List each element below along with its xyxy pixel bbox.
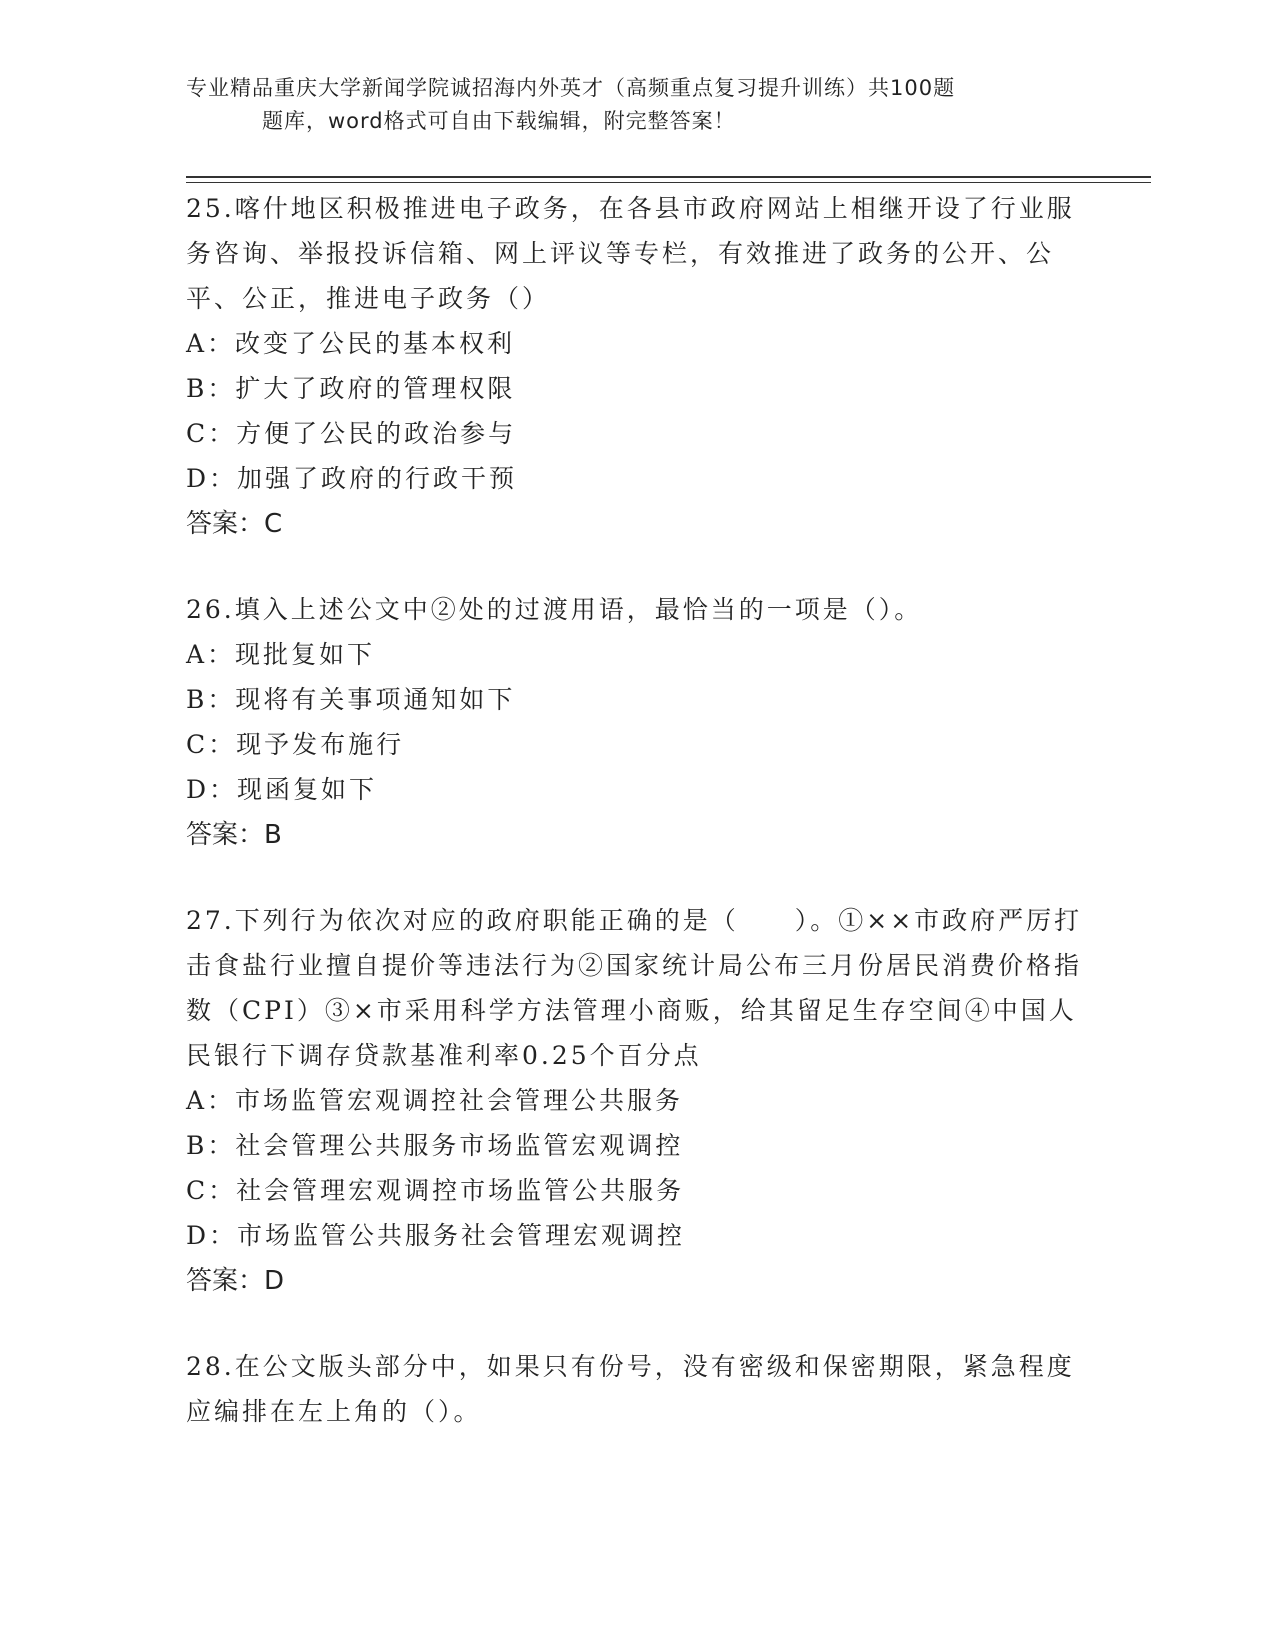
- question-28: [186, 1344, 1086, 1434]
- option-b: B：现将有关事项通知如下: [186, 685, 516, 714]
- question-stem: 25.喀什地区积极推进电子政务，在各县市政府网站上相继开设了行业服务咨询、举报投诉信箱、网上评议等专栏，有效推进了政务的公开、公平、公正，推进电子政务（）: [186, 194, 1075, 313]
- option-b: B：社会管理公共服务市场监管宏观调控: [186, 1131, 684, 1160]
- question-stem: 26.填入上述公文中②处的过渡用语，最恰当的一项是（）。: [186, 595, 923, 624]
- answer-label: 答案：D: [186, 1266, 285, 1296]
- option-d: D：加强了政府的行政干预: [186, 464, 518, 493]
- option-c: C：社会管理宏观调控市场监管公共服务: [186, 1176, 685, 1205]
- option-a: A：现批复如下: [186, 640, 376, 669]
- answer-label: 答案：B: [186, 820, 282, 850]
- header-line-1: 专业精品重庆大学新闻学院诚招海内外英才（高频重点复习提升训练）共100题: [186, 76, 956, 100]
- option-c: C：现予发布施行: [186, 730, 405, 759]
- question-26: [186, 587, 1086, 858]
- header-line-2: 题库，word格式可自由下载编辑，附完整答案！: [262, 109, 736, 133]
- question-25: [186, 186, 1086, 547]
- header-divider-thin: [186, 182, 1151, 183]
- answer-label: 答案：C: [186, 509, 283, 539]
- question-stem: 28.在公文版头部分中，如果只有份号，没有密级和保密期限，紧急程度应编排在左上角的（）。: [186, 1352, 1075, 1426]
- question-list: [186, 186, 1086, 1474]
- question-27: [186, 898, 1086, 1304]
- option-a: A：市场监管宏观调控社会管理公共服务: [186, 1086, 684, 1115]
- option-d: D：现函复如下: [186, 775, 378, 804]
- option-c: C：方便了公民的政治参与: [186, 419, 517, 448]
- option-d: D：市场监管公共服务社会管理宏观调控: [186, 1221, 686, 1250]
- option-a: A：改变了公民的基本权利: [186, 329, 516, 358]
- header-divider-thick: [186, 176, 1151, 178]
- question-stem: 27.下列行为依次对应的政府职能正确的是（ ）。①××市政府严厉打击食盐行业擅自提价等违法行为②国家统计局公布三月份居民消费价格指数（CPI）③×市采用科学方法管理小商贩，给其留足生存空间④中国人民银行下调存贷款基准利率0.25个百分点: [186, 906, 1083, 1070]
- option-b: B：扩大了政府的管理权限: [186, 374, 516, 403]
- document-header: [186, 72, 1086, 138]
